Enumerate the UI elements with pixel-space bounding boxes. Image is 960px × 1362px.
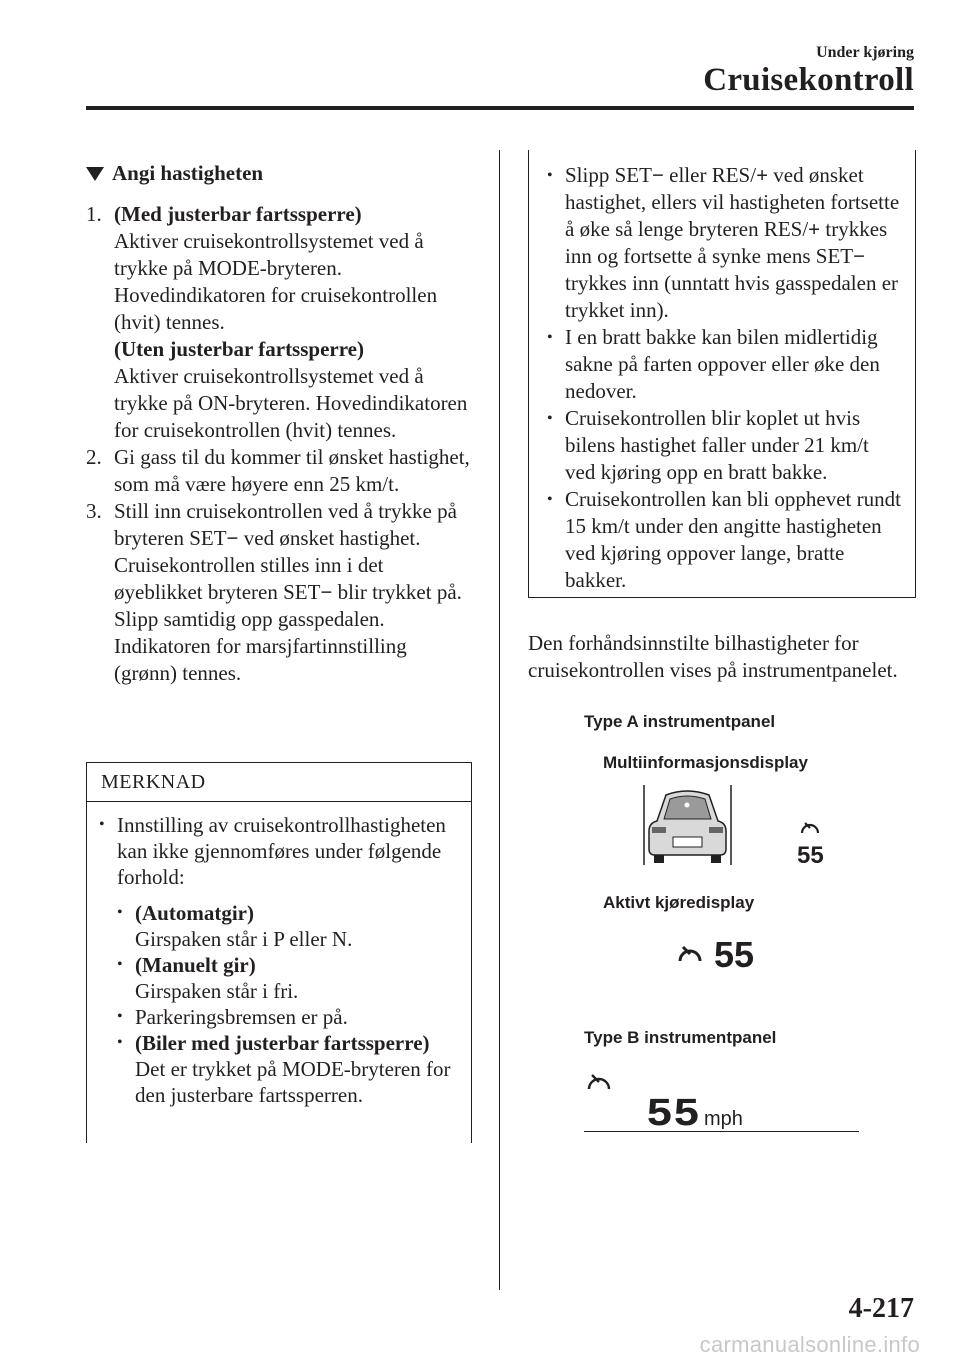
text-part: ved ønsket hastighet, ellers vil hastigheten fortsette å øke så lenge bryteren RES/ [565,163,900,241]
step-3-text-c: blir trykket på. Slipp samtidig opp gasspedalen. Indikatoren for marsjfartinnstilling (grønn) tennes. [114,580,462,685]
speed-unit: mph [704,1108,743,1130]
multi-info-speed: 55 [797,842,824,869]
cruise-speed-icon [585,1068,613,1094]
step-1 [86,201,471,444]
bullet-icon: • [117,956,123,973]
bullet-icon: • [99,816,105,833]
item-text: Parkeringsbremsen er på. [135,1005,348,1029]
item-text: Girspaken står i P eller N. [135,927,353,951]
cruise-speed-icon [676,940,704,966]
figure-rule [584,1131,859,1132]
step-number: 1. [86,202,102,226]
list-item [117,1030,459,1108]
column-divider [499,150,500,1290]
item-text: Cruisekontrollen blir koplet ut hvis bilens hastighet faller under 21 km/t ved kjøring opp en bratt bakke. [565,406,869,484]
bullet-icon: • [547,410,553,427]
list-item [547,162,903,324]
item-heading: (Biler med justerbar fartssperre) [135,1031,430,1055]
list-item [117,1004,459,1030]
bullet-icon: • [117,1034,123,1051]
minus-icon: − [651,163,664,187]
note-continuation-body [529,150,915,594]
body-paragraph: Den forhåndsinnstilte bilhastigheter for cruisekontrollen vises på instrumentpanelet. [528,631,898,682]
car-rear-icon [640,783,735,867]
step-1-heading-1: (Med justerbar fartssperre) [114,202,362,226]
active-display-label: Aktivt kjøredisplay [603,893,755,912]
step-3-text [114,498,471,687]
list-item [547,486,903,594]
watermark: carmanualsonline.info [699,1332,920,1357]
step-1-text-2: Aktiver cruisekontrollsystemet ved å trykke på ON-bryteren. Hovedindikatoren for cruisekontrollen (hvit) tennes. [114,364,468,442]
note-conditions [99,900,459,1108]
list-item [117,952,459,1004]
segment-speed-digits [646,1093,702,1129]
item-text: Girspaken står i fri. [135,979,299,1003]
active-display-speed: 55 [714,934,755,975]
subheading [86,160,471,187]
plus-icon: + [756,163,769,187]
minus-icon: − [226,526,239,550]
minus-icon: − [320,580,333,604]
left-column [86,160,471,687]
triangle-marker-icon [86,167,104,181]
step-2 [86,444,471,498]
list-item [547,405,903,486]
section-name: Under kjøring [816,44,914,61]
step-number: 3. [86,499,102,523]
note-heading: MERKNAD [87,763,471,802]
text-part: eller RES/ [663,163,757,187]
bullet-icon: • [547,491,553,508]
segment-speed-value: 55 [646,1093,700,1129]
text-part: trykkes inn og fortsette å synke mens SET [565,217,888,268]
item-text: I en bratt bakke kan bilen midlertidig sakne på farten oppover eller øke den nedover. [565,325,880,403]
bullet-icon: • [117,904,123,921]
item-text: Det er trykket på MODE-bryteren for den justerbare fartssperren. [135,1057,451,1107]
item-heading: (Automatgir) [135,901,254,925]
list-item [547,324,903,405]
step-number: 2. [86,445,102,469]
note-intro-text: Innstilling av cruisekontrollhastigheten kan ikke gjennomføres under følgende forhold: [117,813,446,889]
note-continuation-box [528,150,916,598]
cruise-speed-icon [799,817,821,837]
note-box [86,762,472,1143]
step-1-text-1: Aktiver cruisekontrollsystemet ved å trykke på MODE-bryteren. Hovedindikatoren for cruisekontrollen (hvit) tennes. [114,229,438,334]
list-item [117,900,459,952]
text-part: trykkes inn (unntatt hvis gasspedalen er trykket inn). [565,271,899,322]
minus-icon: − [853,244,866,268]
step-3 [86,498,471,687]
subheading-text: Angi hastigheten [112,161,264,185]
type-a-label: Type A instrumentpanel [584,712,776,731]
note-intro [99,812,459,890]
item-text [565,162,903,324]
step-3-text-b: ved ønsket hastighet. Cruisekontrollen stilles inn i det øyeblikket bryteren SET [114,526,421,604]
note-body [87,802,471,1108]
chapter-title: Cruisekontroll [703,62,914,98]
item-heading: (Manuelt gir) [135,953,256,977]
step-body [114,201,471,444]
header-rule [86,106,914,110]
text-part: Slipp SET [565,163,652,187]
step-3-text-a: Still inn cruisekontrollen ved å trykke på bryteren SET [114,499,457,550]
plus-icon: + [808,217,821,241]
multi-info-label: Multiinformasjonsdisplay [603,753,808,772]
step-1-heading-2: (Uten justerbar fartssperre) [114,337,364,361]
page-number: 4-217 [848,1293,914,1324]
bullet-icon: • [547,167,553,184]
type-b-label: Type B instrumentpanel [584,1028,777,1047]
bullet-icon: • [547,329,553,346]
bullet-icon: • [117,1008,123,1025]
item-text: Cruisekontrollen kan bli opphevet rundt 15 km/t under den angitte hastigheten ved kjøring oppover lange, bratte bakker. [565,487,901,592]
step-2-text: Gi gass til du kommer til ønsket hastighet, som må være høyere enn 25 km/t. [114,445,470,496]
